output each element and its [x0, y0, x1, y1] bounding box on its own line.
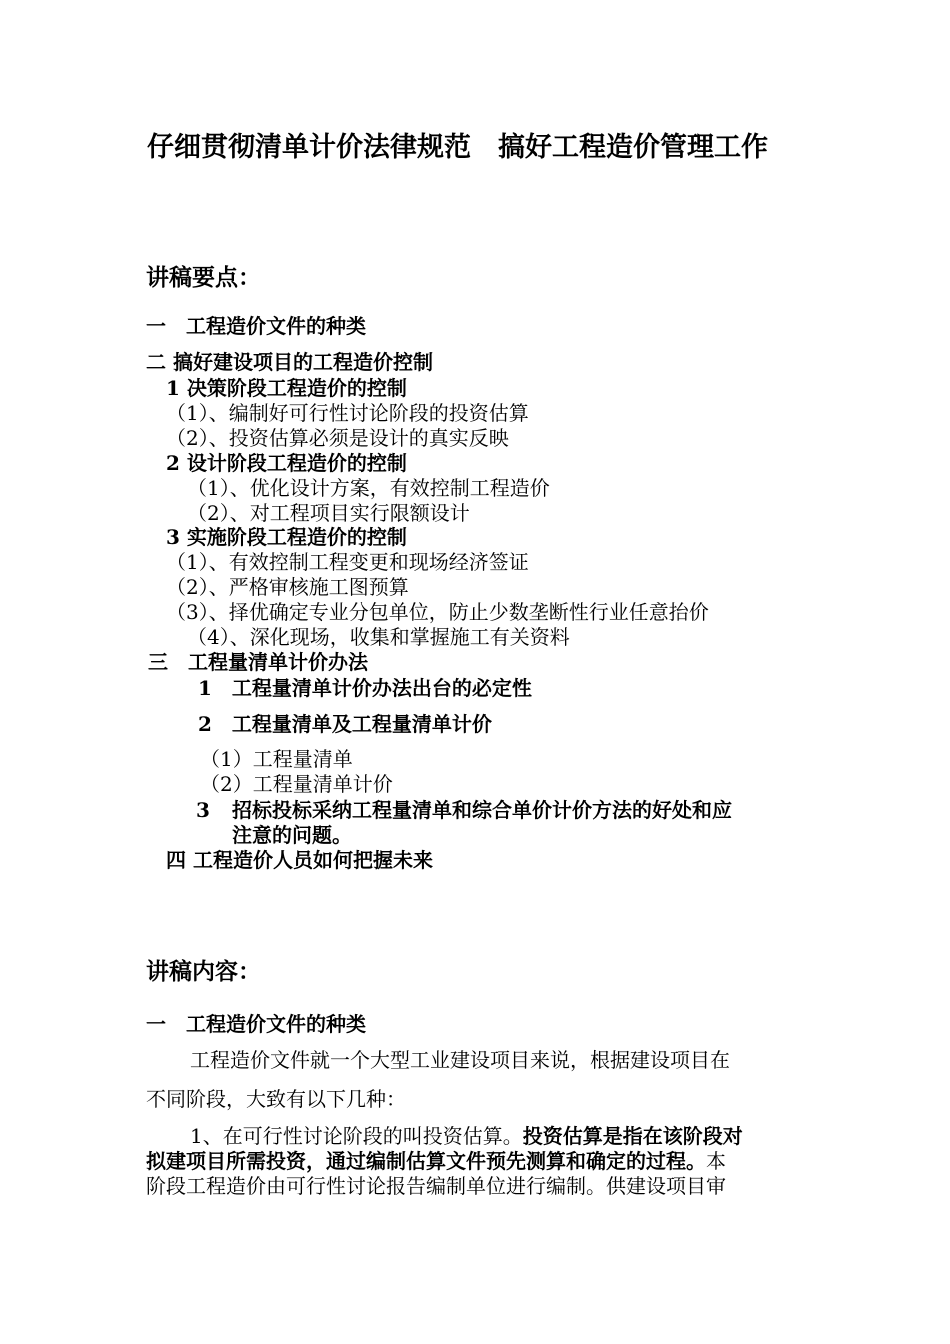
outline-item-2-3: 3 实施阶段工程造价的控制 — [166, 525, 407, 549]
content-paragraph-2-line-2 — [146, 1149, 726, 1173]
outline-item-3-1: 1 工程量清单计价办法出台的必定性 — [198, 676, 532, 700]
outline-item-3-3-line-2: 注意的问题。 — [232, 823, 352, 847]
outline-section-1: 一 工程造价文件的种类 — [146, 314, 366, 338]
outline-item-3-3-number: 3 — [196, 798, 210, 822]
outline-heading: 讲稿要点： — [146, 264, 261, 291]
outline-section-3: 三 工程量清单计价办法 — [148, 650, 368, 674]
outline-subitem-2-3-3: （3）、择优确定专业分包单位，防止少数垄断性行业任意抬价 — [166, 600, 709, 624]
paragraph-2-intro: 1、在可行性讨论阶段的叫投资估算。 — [190, 1124, 523, 1148]
outline-section-4: 四 工程造价人员如何把握未来 — [166, 848, 433, 872]
outline-subitem-2-1-1: （1）、编制好可行性讨论阶段的投资估算 — [166, 401, 529, 425]
paragraph-2-emphasis-start: 投资估算是指在该阶段对 — [522, 1124, 743, 1148]
outline-subitem-2-3-1: （1）、有效控制工程变更和现场经济签证 — [166, 550, 529, 574]
paragraph-2-emphasis-end: 拟建项目所需投资，通过编制估算文件预先测算和确定的过程。 — [146, 1149, 706, 1173]
outline-item-3-3-line-1: 招标投标采纳工程量清单和综合单价计价方法的好处和应 — [232, 798, 732, 822]
outline-subitem-3-2-1: （1）工程量清单 — [200, 747, 353, 771]
document-title: 仔细贯彻清单计价法律规范 搞好工程造价管理工作 — [147, 132, 768, 163]
outline-subitem-3-2-2: （2）工程量清单计价 — [200, 772, 393, 796]
outline-subitem-2-2-2: （2）、对工程项目实行限额设计 — [187, 501, 470, 525]
outline-item-2-1: 1 决策阶段工程造价的控制 — [166, 376, 407, 400]
content-paragraph-1-line-1: 工程造价文件就一个大型工业建设项目来说，根据建设项目在 — [190, 1048, 730, 1072]
outline-subitem-2-1-2: （2）、投资估算必须是设计的真实反映 — [166, 426, 509, 450]
content-heading: 讲稿内容： — [146, 958, 261, 985]
content-paragraph-2-line-1 — [190, 1124, 743, 1148]
outline-subitem-2-3-4: （4）、深化现场，收集和掌握施工有关资料 — [187, 625, 570, 649]
content-paragraph-2-line-3: 阶段工程造价由可行性讨论报告编制单位进行编制。供建设项目审 — [146, 1174, 726, 1198]
outline-item-2-2: 2 设计阶段工程造价的控制 — [166, 451, 407, 475]
outline-section-2: 二 搞好建设项目的工程造价控制 — [146, 350, 433, 374]
content-section-1: 一 工程造价文件的种类 — [146, 1012, 366, 1036]
outline-subitem-2-2-1: （1）、优化设计方案，有效控制工程造价 — [187, 476, 550, 500]
outline-subitem-2-3-2: （2）、严格审核施工图预算 — [166, 575, 409, 599]
content-paragraph-1-line-2: 不同阶段，大致有以下几种： — [146, 1087, 406, 1111]
paragraph-2-continuation: 本 — [706, 1149, 726, 1173]
outline-item-3-2: 2 工程量清单及工程量清单计价 — [198, 712, 492, 736]
